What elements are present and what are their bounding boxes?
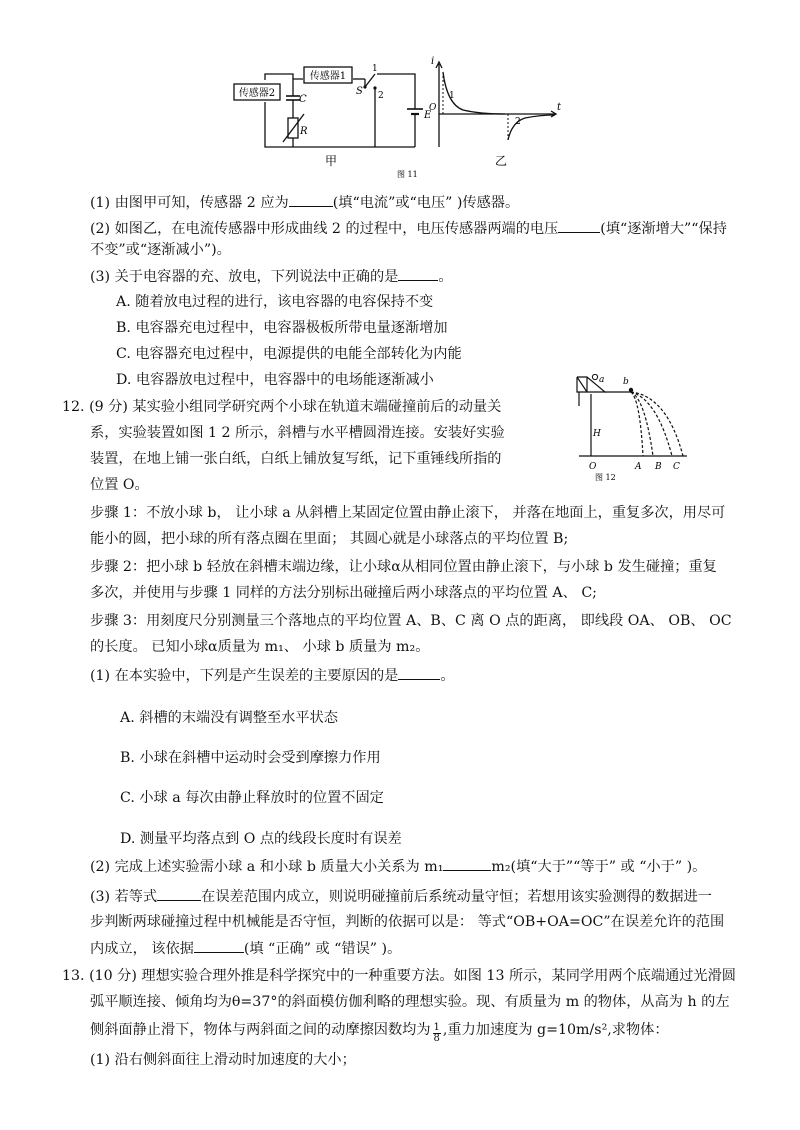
q12-stem-line3: 装置，在地上铺一张白纸，白纸上铺放复写纸，记下重锤线所指的 bbox=[90, 451, 502, 467]
height-label: H bbox=[593, 429, 601, 439]
q11-option-b: B. 电容器充电过程中，电容器极板所带电量逐渐增加 bbox=[116, 320, 448, 336]
curve-1-label: 1 bbox=[449, 91, 455, 101]
capacitor-label: C bbox=[299, 94, 307, 105]
axis-i-label: i bbox=[431, 56, 435, 67]
figure-jia-label: 甲 bbox=[325, 154, 338, 168]
q12-part2: (2) 完成上述实验需小球 a 和小球 b 质量大小关系为 m₁ m₂(填“大于”“等于” 或 “小于” )。 bbox=[90, 856, 706, 877]
q12-part3-cont1: 步判断两球碰撞过程中机械能是否守恒，判断的依据可以是： 等式“OB+OA=OC”在误差允许的范围 bbox=[90, 914, 725, 930]
answer-blank bbox=[157, 886, 201, 901]
q11-option-c: C. 电容器充电过程中，电源提供的电能全部转化为内能 bbox=[116, 346, 462, 362]
figure-12-caption: 图 12 bbox=[595, 473, 616, 482]
q11-part2-cont: 不变”或“逐渐减小”)。 bbox=[90, 242, 231, 258]
curve-2-label: 2 bbox=[515, 117, 521, 127]
q11-option-a: A. 随着放电过程的进行，该电容器的电容保持不变 bbox=[116, 294, 434, 310]
q13-stem-line2: 弧平顺连接、倾角均为θ=37°的斜面模仿伽利略的理想实验。现、有质量为 m 的物体，从高为 h 的左 bbox=[90, 994, 730, 1010]
answer-blank bbox=[194, 938, 244, 953]
answer-blank bbox=[398, 665, 440, 680]
q13-stem-line3: 侧斜面静止滑下，物体与两斜面之间的动摩擦因数均为 $\frac{1}{8}$ ,重力加速度为 g=10m/s²,求物体： bbox=[90, 1022, 669, 1044]
ball-b-label: b bbox=[623, 377, 629, 387]
q11-option-d: D. 电容器放电过程中，电容器中的电场能逐渐减小 bbox=[116, 372, 434, 388]
q12-part1: (1) 在本实验中，下列是产生误差的主要原因的是 。 bbox=[90, 665, 455, 686]
q11-part2: (2) 如图乙，在电流传感器中形成曲线 2 的过程中，电压传感器两端的电压 (填“逐渐增大”“保持 bbox=[90, 218, 727, 239]
q12-step1: 步骤 1：不放小球 b， 让小球 a 从斜槽上某固定位置由静止滚下， 并落在地面上，重复多次，用尽可 bbox=[90, 505, 726, 521]
sensor2-label: 传感器2 bbox=[238, 88, 276, 99]
figure-yi-label: 乙 bbox=[495, 154, 508, 168]
q12-option-a: A. 斜槽的末端没有调整至水平状态 bbox=[120, 710, 338, 726]
q12-step2: 步骤 2：把小球 b 轻放在斜槽末端边缘，让小球α从相同位置由静止滚下，与小球 b 发生碰撞；重复 bbox=[90, 559, 717, 575]
figure-12 bbox=[575, 374, 705, 482]
q12-step3-cont: 的长度。 已知小球α质量为 m₁、 小球 b 质量为 m₂。 bbox=[90, 639, 430, 655]
q11-part3: (3) 关于电容器的充、放电，下列说法中正确的是 。 bbox=[90, 266, 453, 287]
figure-11 bbox=[225, 52, 570, 182]
q12-stem-line2: 系，实验装置如图 1 2 所示，斜槽与水平槽圆滑连接。安装好实验 bbox=[90, 425, 505, 441]
answer-blank bbox=[443, 856, 491, 871]
q12-step1-cont: 能小的圆，把小球的所有落点圈在里面； 其圆心就是小球落点的平均位置 B; bbox=[90, 531, 569, 547]
q12-step3: 步骤 3：用刻度尺分别测量三个落地点的平均位置 A、B、C 离 O 点的距离， 即线段 OA、 OB、 OC bbox=[90, 613, 732, 629]
switch-label: S bbox=[356, 86, 363, 97]
q12-step2-cont: 多次，并使用与步骤 1 同样的方法分别标出碰撞后两小球落点的平均位置 A、 C; bbox=[90, 585, 597, 601]
q12-stem-line1: 12. (9 分) 某实验小组同学研究两个小球在轨道末端碰撞前后的动量关 bbox=[62, 399, 502, 415]
ball-a-label: a bbox=[599, 375, 605, 385]
answer-blank bbox=[558, 218, 600, 233]
figure-11-caption: 图 11 bbox=[397, 170, 418, 179]
point-c-label: C bbox=[673, 462, 680, 472]
contact-1-label: 1 bbox=[372, 64, 378, 74]
q11-part1: (1) 由图甲可知，传感器 2 应为 (填“电流”或“电压” )传感器。 bbox=[90, 192, 519, 213]
q12-option-b: B. 小球在斜槽中运动时会受到摩擦力作用 bbox=[120, 750, 381, 766]
axis-t-label: t bbox=[557, 102, 562, 113]
q13-part1: (1) 沿右侧斜面往上滑动时加速度的大小； bbox=[90, 1052, 356, 1068]
point-a-label: A bbox=[635, 462, 642, 472]
q12-option-d: D. 测量平均落点到 O 点的线段长度时有误差 bbox=[120, 831, 402, 847]
resistor-label: R bbox=[300, 126, 308, 137]
battery-label: E bbox=[424, 110, 432, 121]
point-b-label: B bbox=[655, 462, 662, 472]
answer-blank bbox=[289, 192, 333, 207]
origin-label: O bbox=[429, 103, 437, 113]
friction-fraction: $\frac{1}{8}$ bbox=[433, 1022, 440, 1044]
q12-option-c: C. 小球 a 每次由静止释放时的位置不固定 bbox=[120, 790, 384, 806]
sensor1-label: 传感器1 bbox=[309, 71, 347, 82]
q12-part3-cont2: 内成立， 该依据 (填 “正确” 或 “错误” )。 bbox=[90, 938, 401, 959]
point-o-label: O bbox=[589, 462, 597, 472]
contact-2-label: 2 bbox=[378, 91, 384, 101]
q12-stem-line4: 位置 O。 bbox=[90, 477, 149, 493]
answer-blank bbox=[398, 266, 438, 281]
q13-stem-line1: 13. (10 分) 理想实验合理外推是科学探究中的一种重要方法。如图 13 所示，某同学用两个底端通过光滑圆 bbox=[62, 968, 736, 984]
q12-part3: (3) 若等式 在误差范围内成立，则说明碰撞前后系统动量守恒；若想用该实验测得的数据进一 bbox=[90, 886, 712, 907]
